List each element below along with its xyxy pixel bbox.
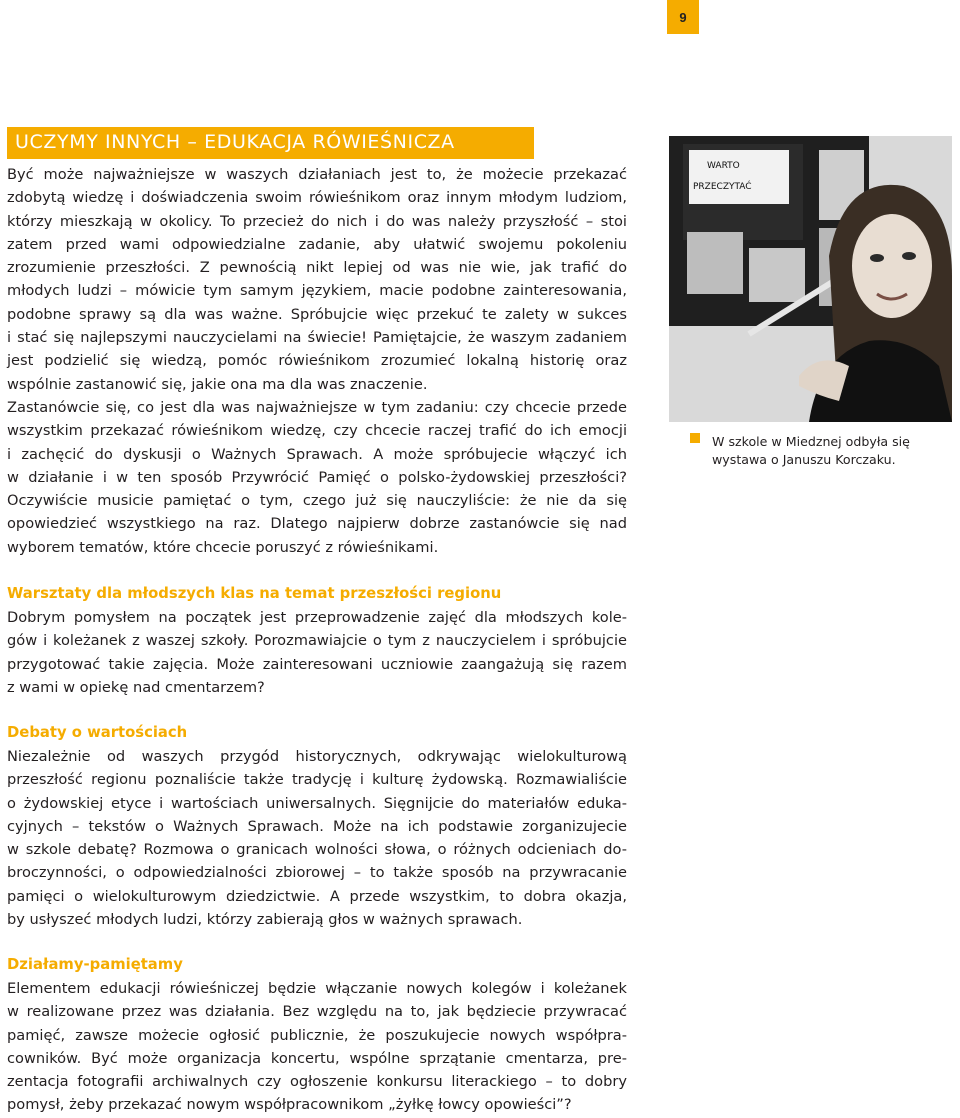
board-label-1: WARTO <box>707 161 740 171</box>
text-line: młodych ludzi – mówicie tym samym językiem, macie podobne zainteresowania, <box>7 282 627 300</box>
section-title-band <box>7 127 534 159</box>
section-body <box>7 606 627 699</box>
text-line: cyjnych – tekstów o Ważnych Sprawach. Może na ich podstawie zorganizujecie <box>7 817 627 835</box>
section-heading: Debaty o wartościach <box>7 724 188 741</box>
text-line: wyborem tematów, które chcecie poruszyć z rówieśnikami. <box>7 538 439 556</box>
page-number: 9 <box>667 0 699 34</box>
photo-girl-exhibition <box>669 136 952 422</box>
text-line: zentacja fotografii archiwalnych czy ogłoszenie konkursu literackiego – to dobry <box>7 1073 627 1091</box>
text-line: przeszłość regionu poznaliście także tradycję i kulturę żydowską. Rozmawialiście <box>7 771 627 789</box>
text-line: w realizowane przez was działania. Bez względu na to, jak będziecie przywracać <box>7 1003 627 1021</box>
text-line: Elementem edukacji rówieśniczej będzie włączanie nowych kolegów i koleżanek <box>7 980 627 997</box>
intro-paragraph <box>7 163 627 559</box>
section-heading: Działamy-pamiętamy <box>7 956 183 973</box>
text-line: Dobrym pomysłem na początek jest przeprowadzenie zajęć dla młodszych kole- <box>7 609 627 626</box>
section-body <box>7 977 627 1117</box>
section-debaty <box>7 722 627 931</box>
section-body <box>7 745 627 931</box>
text-line: pomysł, żeby przekazać nowym współpracownikom „żyłkę łowcy opowieści”? <box>7 1096 572 1114</box>
text-line: podobne sprawy są dla was ważne. Spróbujcie więc przekuć te zalety w sukces <box>7 305 627 323</box>
photo-caption: W szkole w Miedznej odbyła się wystawa o Januszu Korczaku. <box>712 434 910 467</box>
text-line: zrozumienie przeszłości. Z pewnością nikt lepiej od was nie wie, jak trafić do <box>7 259 627 277</box>
section-title: UCZYMY INNYCH – EDUKACJA RÓWIEŚNICZA <box>15 131 455 153</box>
text-line: zatem przed wami odpowiedzialne zadanie, aby ułatwić swojemu pokoleniu <box>7 235 627 253</box>
text-line: i stać się najlepszymi nauczycielami na świecie! Pamiętajcie, że waszym zadaniem <box>7 329 627 347</box>
text-line: o żydowskiej etyce i wartościach uniwersalnych. Sięgnijcie do materiałów eduka- <box>7 794 627 812</box>
text-line: z wami w opiekę nad cmentarzem? <box>7 678 265 696</box>
text-line: Oczywiście musicie pamiętać o tym, czego już się nauczyliście: że nie da się <box>7 492 627 510</box>
text-line: pamięć, zawsze możecie ogłosić publicznie, że poszukujecie nowych współpra- <box>7 1026 627 1044</box>
text-line: Zastanówcie się, co jest dla was najważniejsze w tym zadaniu: czy chcecie przede <box>7 398 627 416</box>
text-line: Być może najważniejsze w waszych działaniach jest to, że możecie przekazać <box>7 166 627 183</box>
section-heading: Warsztaty dla młodszych klas na temat przeszłości regionu <box>7 585 502 602</box>
caption-marker <box>690 433 700 443</box>
text-line: w szkole debatę? Rozmowa o granicach wolności słowa, o różnych odcieniach do- <box>7 841 627 859</box>
text-line: którzy mieszkają w okolicy. To przecież do nich i do was należy przyszłość – stoi <box>7 212 627 230</box>
section-warsztaty <box>7 583 627 699</box>
text-line: by usłyszeć młodych ludzi, którzy zabierają głos w ważnych sprawach. <box>7 911 523 929</box>
text-line: broczynności, o odpowiedzialności zbiorowej – to także sposób na przywracanie <box>7 864 627 882</box>
text-line: Niezależnie od waszych przygód historycznych, odkrywając wielokulturową <box>7 748 627 765</box>
text-line: wspólnie zastanowić się, jakie ona ma dla was znaczenie. <box>7 375 428 393</box>
text-line: i zachęcić do dyskusji o Ważnych Sprawach. A może spróbujecie włączyć ich <box>7 445 627 463</box>
text-line: przygotować takie zajęcia. Może zainteresowani uczniowie zaangażują się razem <box>7 655 627 673</box>
text-line: wszystkim przekazać rówieśnikom wiedzę, czy chcecie raczej trafić do ich emocji <box>7 422 627 440</box>
section-dzialamy <box>7 954 627 1117</box>
text-line: jest podzielić się wiedzą, pomóc rówieśnikom zrozumieć lokalną historię oraz <box>7 352 627 370</box>
text-line: zdobytą wiedzę i doświadczenia swoim rówieśnikom oraz innym młodym ludziom, <box>7 189 627 207</box>
text-line: cowników. Być może organizacja koncertu, wspólne sprzątanie cmentarza, pre- <box>7 1049 627 1067</box>
board-label-2: PRZECZYTAĆ <box>693 182 752 192</box>
text-line: gów i koleżanek z waszej szkoły. Porozmawiajcie o tym z nauczycielem i spróbujcie <box>7 632 627 650</box>
text-line: w działanie i w ten sposób Przywrócić Pamięć o polsko-żydowskiej przeszłości? <box>7 468 627 486</box>
text-line: opowiedzieć wszystkiego na raz. Dlatego najpierw dobrze zastanówcie się nad <box>7 515 627 533</box>
text-line: pamięci o wielokulturowym dziedzictwie. A przede wszystkim, to dobra okazja, <box>7 887 627 905</box>
